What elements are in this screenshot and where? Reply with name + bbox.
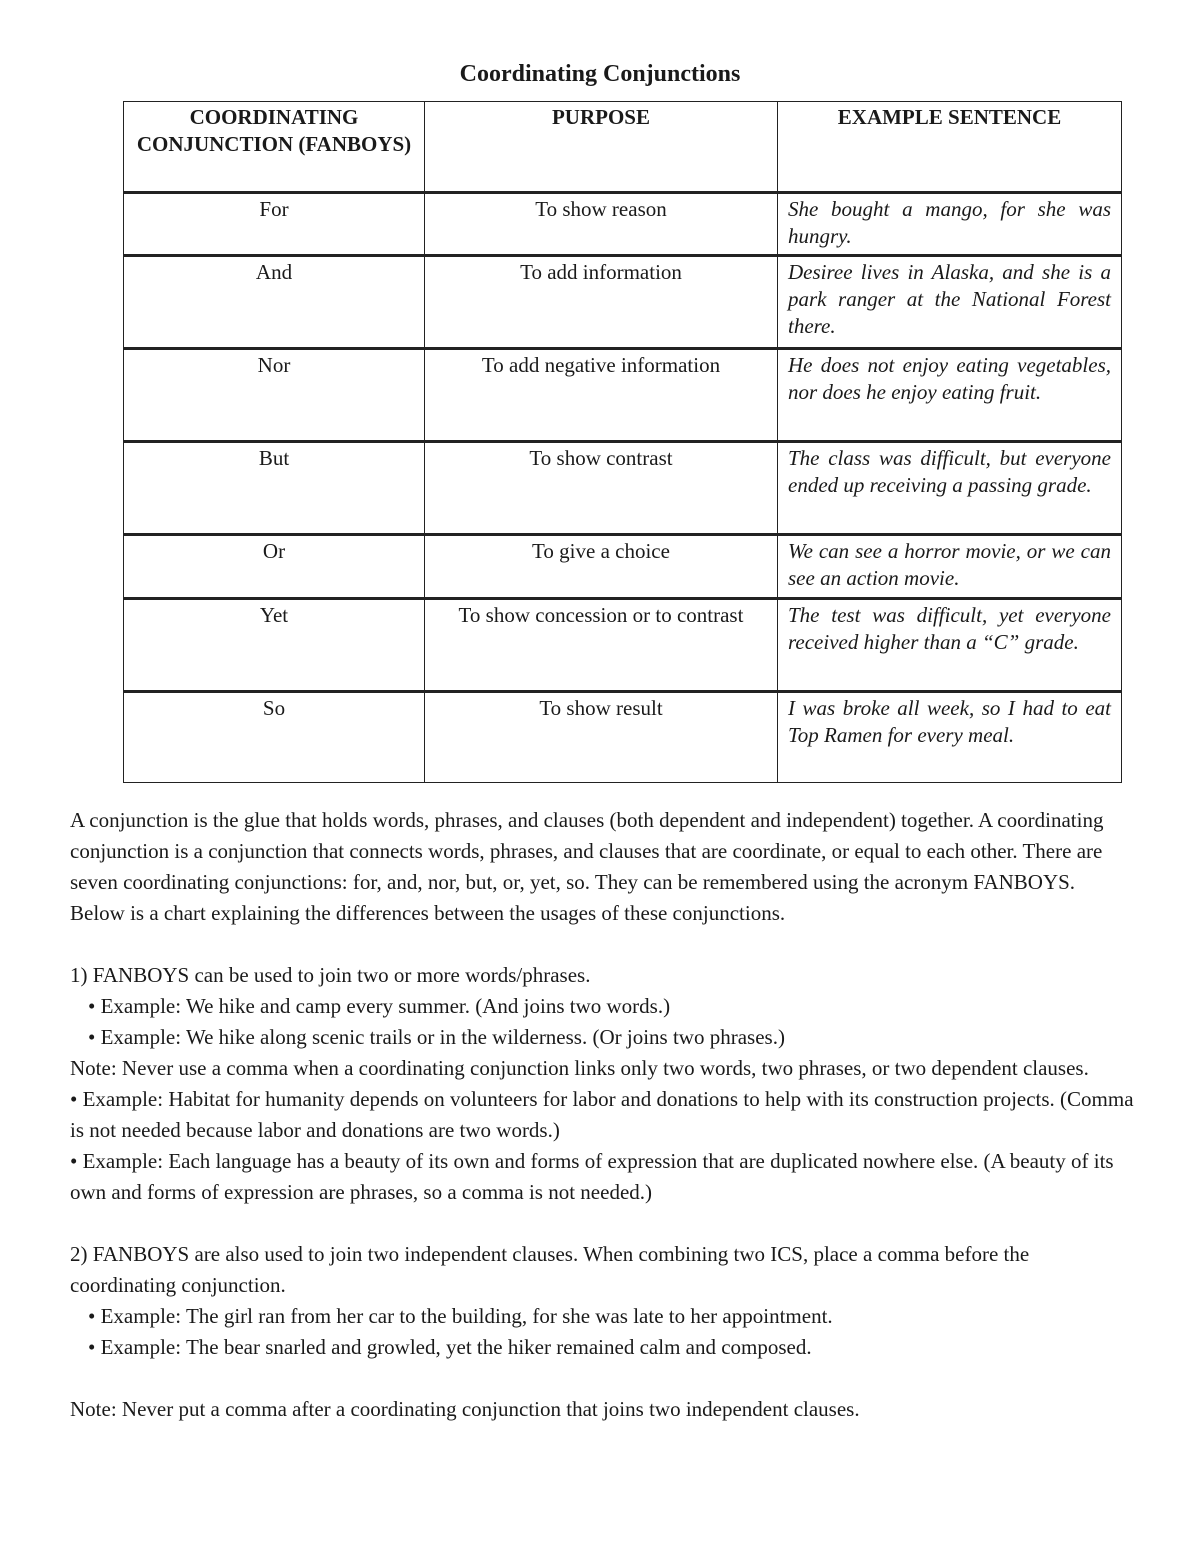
example-cell: He does not enjoy eating vegetables, nor does he enjoy eating fruit.: [778, 349, 1122, 442]
example-cell: The test was difficult, yet everyone received higher than a “C” grade.: [778, 599, 1122, 692]
example-cell: I was broke all week, so I had to eat Top Ramen for every meal.: [778, 692, 1122, 783]
section1-note-example: • Example: Each language has a beauty of its own and forms of expression that are duplicated nowhere else. (A beauty of its own and forms of expression are phrases, so a comma is not needed.): [70, 1149, 1114, 1204]
table-row: [124, 442, 1122, 535]
table-row: [124, 692, 1122, 783]
section2-example: • Example: The girl ran from her car to the building, for she was late to her appointment.: [88, 1304, 833, 1328]
purpose-cell: To give a choice: [425, 535, 778, 599]
purpose-cell: To show contrast: [425, 442, 778, 535]
example-cell: She bought a mango, for she was hungry.: [778, 193, 1122, 256]
section1-example: • Example: We hike along scenic trails or in the wilderness. (Or joins two phrases.): [88, 1025, 785, 1049]
table-row: [124, 193, 1122, 256]
section1-note-example: • Example: Habitat for humanity depends on volunteers for labor and donations to help with its construction projects. (Comma is not needed because labor and donations are two words.): [70, 1087, 1134, 1142]
purpose-cell: To add information: [425, 256, 778, 349]
conjunction-cell: For: [124, 193, 425, 256]
final-note: Note: Never put a comma after a coordinating conjunction that joins two independent clauses.: [70, 1397, 860, 1421]
header-conjunction: COORDINATING CONJUNCTION (FANBOYS): [124, 102, 425, 193]
section2-example: • Example: The bear snarled and growled, yet the hiker remained calm and composed.: [88, 1335, 812, 1359]
conjunction-cell: Or: [124, 535, 425, 599]
purpose-cell: To show concession or to contrast: [425, 599, 778, 692]
header-example: EXAMPLE SENTENCE: [778, 102, 1122, 193]
example-cell: We can see a horror movie, or we can see an action movie.: [778, 535, 1122, 599]
conjunction-cell: So: [124, 692, 425, 783]
page-title: Coordinating Conjunctions: [459, 61, 741, 87]
table-row: [124, 535, 1122, 599]
example-cell: Desiree lives in Alaska, and she is a park ranger at the National Forest there.: [778, 256, 1122, 349]
table-row: [124, 599, 1122, 692]
table-header-row: [124, 102, 1122, 193]
conjunction-cell: Nor: [124, 349, 425, 442]
body-text: [70, 805, 1135, 1425]
purpose-cell: To add negative information: [425, 349, 778, 442]
table-row: [124, 349, 1122, 442]
section1-example: • Example: We hike and camp every summer. (And joins two words.): [88, 994, 671, 1018]
table-row: [124, 256, 1122, 349]
purpose-cell: To show result: [425, 692, 778, 783]
conjunction-cell: But: [124, 442, 425, 535]
header-purpose: PURPOSE: [425, 102, 778, 193]
conjunction-cell: Yet: [124, 599, 425, 692]
section1-heading: 1) FANBOYS can be used to join two or more words/phrases.: [70, 963, 591, 987]
section1-note: Note: Never use a comma when a coordinating conjunction links only two words, two phrases, or two dependent clauses.: [70, 1056, 1089, 1080]
example-cell: The class was difficult, but everyone ended up receiving a passing grade.: [778, 442, 1122, 535]
fanboys-table: [123, 101, 1122, 783]
section2-heading: 2) FANBOYS are also used to join two independent clauses. When combining two ICS, place a comma before the coordinating conjunction.: [70, 1242, 1030, 1297]
intro-paragraph: A conjunction is the glue that holds words, phrases, and clauses (both dependent and independent) together. A coordinating conjunction is a conjunction that connects words, phrases, and clauses that are coordinate, or equal to each other. There are seven coordinating conjunctions: for, and, nor, but, or, yet, so. They can be remembered using the acronym FANBOYS. Below is a chart explaining the differences between the usages of these conjunctions.: [70, 808, 1104, 925]
conjunction-cell: And: [124, 256, 425, 349]
purpose-cell: To show reason: [425, 193, 778, 256]
